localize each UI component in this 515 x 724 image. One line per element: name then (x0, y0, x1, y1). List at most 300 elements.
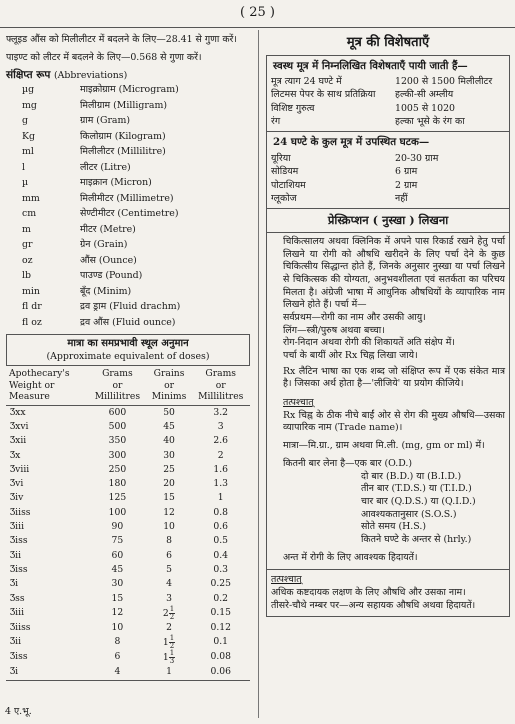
rx-item-3: रोग-निदान अथवा रोगी की शिकायतें अति संक्षेप में। (283, 337, 455, 349)
dose-value: Ʒiss (10, 535, 28, 547)
dose-cell (147, 520, 192, 534)
after-box-2 (266, 570, 510, 617)
freq-qds: चार बार (Q.D.S.) या (Q.I.D.) (361, 495, 476, 507)
property-key: पोटाशियम (271, 179, 306, 191)
dose-value: Ʒxii (10, 435, 27, 447)
dose-row (6, 520, 250, 534)
dose-header-line: or (164, 379, 175, 391)
abbr-meaning: पाउण्ड (Pound) (80, 270, 143, 282)
abbr-heading-en: (Abbreviations) (54, 70, 128, 82)
dose-value: 10 (163, 521, 175, 533)
dose-cell (6, 563, 88, 577)
dose-header-line: Grams (102, 368, 133, 380)
dose-value: 0.25 (210, 578, 231, 590)
abbr-symbol: cm (22, 208, 37, 220)
dose-value: 0.06 (210, 666, 231, 678)
dose-cell (147, 420, 192, 434)
dose-row (6, 434, 250, 448)
urine-subtitle: स्वस्थ मूत्र में निम्नलिखित विशेषताएँ पायी जाती हैं— (273, 59, 468, 72)
dose-value: 15 (163, 492, 175, 504)
abbr-meaning: मिलीलीटर (Millilitre) (80, 146, 166, 158)
property-value: नहीं (395, 193, 408, 205)
dose-value: 0.5 (213, 535, 229, 547)
abbreviation-row (22, 300, 180, 316)
dose-value: 0.1 (213, 636, 229, 648)
dose-cell (88, 606, 147, 621)
dose-header-line: Weight or (9, 379, 55, 391)
end-instructions: अन्त में रोगी के लिए आवश्यक हिदायतें। (283, 551, 418, 563)
dose-value: 2.6 (213, 435, 229, 447)
dose-value: 25 (163, 463, 175, 475)
top-rule (0, 27, 515, 28)
conversion-note-ounce: फ्लूइड औंस को मिलीलीटर में बदलने के लिए—28.41 से गुणा करें। (6, 34, 237, 45)
dose-cell (6, 665, 88, 680)
abbr-symbol: l (22, 161, 25, 173)
prescription-section (266, 209, 510, 570)
abbr-meaning: किलोग्राम (Kilogram) (80, 130, 166, 142)
property-row (271, 152, 505, 166)
abbreviation-row (22, 176, 180, 192)
dose-header-line: Millilitres (94, 391, 141, 403)
dose-value: 350 (108, 435, 127, 447)
dose-value: 1.6 (213, 463, 229, 475)
dose-value: Ʒss (10, 592, 25, 604)
fraction-numerator: 1 (169, 634, 175, 643)
dose-cell (88, 434, 147, 448)
abbreviation-row (22, 238, 180, 254)
dose-value: Ʒi (10, 578, 19, 590)
dose-value: 2 (162, 607, 169, 619)
urine-props-table (271, 75, 505, 129)
dose-row (6, 420, 250, 434)
dose-value: Ʒxvi (10, 420, 29, 432)
urine-title: मूत्र की विशेषताएँ (346, 35, 430, 50)
dose-value: 8 (166, 535, 172, 547)
dose-line: मात्रा—मि.ग्रा., ग्राम अथवा मि.ली. (mg, gm or ml) में। (283, 440, 485, 452)
fraction (169, 606, 175, 621)
abbreviation-row (22, 114, 180, 130)
freq-sos: आवश्यकतानुसार (S.O.S.) (361, 508, 457, 520)
dose-cell (88, 534, 147, 548)
dose-cell (88, 577, 147, 591)
abbr-symbol: µg (22, 84, 35, 96)
property-key: विशिष्ट गुरुत्व (271, 102, 315, 114)
abbreviation-row (22, 316, 180, 332)
dose-cell (191, 549, 250, 563)
freq-bd: दो बार (B.D.) या (B.I.D.) (361, 470, 462, 482)
abbr-symbol: fl dr (22, 301, 42, 313)
dose-cell (147, 592, 192, 606)
dose-col-grams (88, 366, 147, 406)
dose-row (6, 606, 250, 621)
dose-cell (88, 635, 147, 650)
dose-cell (147, 635, 192, 650)
dose-value: 600 (108, 406, 127, 418)
dose-value: Ʒiss (10, 651, 28, 663)
property-value: 1005 से 1020 (395, 102, 456, 114)
rx-item-4: पर्चा के बायीं ओर Rx चिह्न लिखा जाये। (283, 350, 418, 362)
dose-header-line: Grams (205, 368, 237, 380)
abbr-meaning: द्रव औंस (Fluid ounce) (80, 316, 176, 328)
dose-value: 0.6 (213, 521, 229, 533)
dose-cell (147, 477, 192, 491)
abbreviation-row (22, 285, 180, 301)
dose-value: 5 (166, 563, 172, 575)
dose-value: 50 (163, 406, 175, 418)
abbr-heading-hi: संक्षिप्त रूप (6, 69, 51, 82)
dose-cell (88, 420, 147, 434)
dose-cell (88, 621, 147, 635)
dose-cell (88, 665, 147, 680)
dose-value: 0.15 (210, 607, 231, 619)
dose-value: 0.4 (213, 549, 229, 561)
dose-cell (147, 650, 192, 665)
abbr-symbol: gr (22, 239, 33, 251)
dose-value: 30 (163, 449, 175, 461)
dose-value: 1 (217, 492, 224, 504)
fraction (169, 635, 175, 650)
dose-value: 6 (114, 651, 121, 663)
dose-cell (147, 606, 192, 621)
dose-row (6, 463, 250, 477)
abbreviation-row (22, 145, 180, 161)
abbr-meaning: बूँद (Minim) (80, 285, 132, 297)
abbr-heading (6, 68, 250, 83)
dose-cell (6, 506, 88, 520)
dose-header-line: or (112, 379, 123, 391)
property-key: यूरिया (271, 152, 291, 164)
dose-cell (88, 506, 147, 520)
after-line-2: तीसरे-चौथे नम्बर पर—अन्य सहायक औषधि अथवा हिदायतें। (271, 599, 476, 611)
dose-col-grains (147, 366, 192, 406)
footer-signature: 4 ए.भू. (5, 706, 32, 717)
dose-value: 20 (163, 478, 175, 490)
dose-row (6, 577, 250, 591)
dose-value: 15 (111, 592, 124, 604)
property-value: 20-30 ग्राम (395, 152, 439, 164)
dose-cell (88, 405, 147, 420)
dose-cell (191, 463, 250, 477)
dose-cell (191, 434, 250, 448)
abbr-meaning: मीटर (Metre) (80, 223, 136, 235)
dose-value: 0.2 (213, 592, 229, 604)
dose-cell (191, 621, 250, 635)
abbr-meaning: मिलीमीटर (Millimetre) (80, 192, 174, 204)
property-row (271, 116, 505, 130)
abbr-symbol: mg (22, 99, 37, 111)
dose-value: Ʒiiss (10, 506, 31, 518)
dose-cell (6, 577, 88, 591)
after-heading-2: तत्पश्चात् (271, 574, 302, 586)
abbr-meaning: लीटर (Litre) (80, 161, 131, 173)
dose-cell (88, 463, 147, 477)
abbr-meaning: मिलीग्राम (Milligram) (80, 99, 167, 111)
dose-value: 125 (108, 492, 127, 504)
dose-value: 1 (166, 666, 172, 678)
dose-value: 0.8 (213, 506, 229, 518)
dose-value: 60 (111, 549, 124, 561)
dose-cell (6, 434, 88, 448)
abbr-symbol: ml (22, 146, 34, 158)
dose-row (6, 621, 250, 635)
dose-cell (191, 563, 250, 577)
rx-item-1: सर्वप्रथम—रोगी का नाम और उसकी आयु। (283, 311, 426, 323)
prescription-title: प्रेस्क्रिप्शन ( नुस्खा ) लिखना (267, 209, 509, 233)
dose-cell (6, 549, 88, 563)
dose-value: 12 (163, 506, 175, 518)
dose-cell (6, 420, 88, 434)
dose-cell (6, 534, 88, 548)
dose-value: 1 (162, 637, 169, 649)
dose-value: 250 (108, 463, 127, 475)
dose-value: 4 (114, 666, 121, 678)
property-value: 2 ग्राम (395, 179, 418, 191)
dose-col-grams-2 (191, 366, 250, 406)
after-heading-1: तत्पश्चात् (283, 397, 314, 409)
dose-value: 8 (114, 636, 121, 648)
dose-value: 4 (166, 578, 172, 590)
dose-cell (88, 520, 147, 534)
dose-cell (191, 577, 250, 591)
abbreviation-row (22, 99, 180, 115)
dose-cell (6, 606, 88, 621)
abbr-symbol: min (22, 285, 40, 297)
dose-value: Ʒxx (10, 406, 26, 418)
dose-value: 45 (111, 563, 124, 575)
abbr-meaning: ग्रेन (Grain) (80, 239, 128, 251)
dose-table-subtitle: (Approximate equivalent of doses) (46, 350, 210, 362)
dose-row (6, 534, 250, 548)
dose-header-line: Apothecary's (9, 368, 70, 380)
property-key: लिटमस पेपर के साथ प्रतिक्रिया (271, 89, 376, 101)
freq-tds: तीन बार (T.D.S.) या (T.I.D.) (361, 483, 472, 495)
dose-cell (191, 606, 250, 621)
dose-cell (88, 592, 147, 606)
dose-value: 45 (163, 420, 175, 432)
abbreviation-row (22, 83, 180, 99)
abbr-symbol: m (22, 223, 31, 235)
dose-header-line: Grains (153, 368, 185, 380)
right-column (266, 34, 510, 617)
property-value: 6 ग्राम (395, 166, 418, 178)
abbreviation-row (22, 207, 180, 223)
dose-value: Ʒii (10, 636, 22, 648)
dose-value: 0.12 (210, 621, 231, 633)
abbr-symbol: oz (22, 254, 33, 266)
dose-cell (191, 449, 250, 463)
after-line-1: अधिक कष्टदायक लक्षण के लिए औषधि और उसका नाम। (271, 587, 466, 599)
property-key: सोडियम (271, 166, 299, 178)
dose-value: 2 (217, 449, 224, 461)
frequency-title: कितनी बार लेना है—एक बार (O.D.) (283, 457, 413, 469)
dose-cell (6, 449, 88, 463)
dose-row (6, 449, 250, 463)
dose-value: 90 (111, 521, 124, 533)
dose-value: Ʒiii (10, 521, 25, 533)
dose-value: Ʒiii (10, 607, 25, 619)
rx-note: Rx लैटिन भाषा का एक शब्द जो संक्षिप्त रूप में एक संकेत मात्र है। जिसका अर्थ होता है—'लीजिये' या प्रयोग कीजिये। (283, 365, 505, 390)
fraction-denominator: 2 (169, 612, 175, 621)
dose-header-line: or (215, 379, 226, 391)
dose-cell (6, 650, 88, 665)
dose-value: 1.3 (213, 478, 229, 490)
prescription-paragraph: चिकित्सालय अथवा क्लिनिक में अपने पास रिकार्ड रखने हेतु पर्चा लिखने या रोगी को औषधि खरीदने के लिए पर्चा देने के कुछ चिकित्सीय सिद्धान्त होते हैं, जिनके अनुसार नुस्खा या पर्चा लिखने से चिकित्सक की योग्यता, अनुभवशीलता एवं सतर्कता का परिचय मिलता है। अंग्रेजी भाषा में आधुनिक औषधियों के व्यापारिक नाम लिखने होते हैं। पर्चा में— (283, 235, 505, 311)
dose-row (6, 635, 250, 650)
dose-cell (147, 405, 192, 420)
abbr-meaning: औंस (Ounce) (80, 254, 137, 266)
dose-cell (147, 621, 192, 635)
dose-header-line: Minims (151, 391, 187, 403)
dose-header-line: Millilitres (198, 391, 244, 403)
abbr-symbol: µ (22, 177, 29, 189)
dose-row (6, 492, 250, 506)
abbr-meaning: सेण्टीमीटर (Centimetre) (80, 208, 179, 220)
dose-cell (6, 477, 88, 491)
dose-cell (6, 635, 88, 650)
dose-value: 100 (108, 506, 127, 518)
fraction-denominator: 3 (169, 657, 175, 666)
left-column (6, 34, 250, 681)
property-key: ग्लूकोज (271, 193, 297, 205)
dose-cell (191, 520, 250, 534)
dose-cell (191, 477, 250, 491)
dose-header-line: Measure (9, 391, 50, 403)
abbr-symbol: Kg (22, 130, 36, 142)
dose-cell (191, 665, 250, 680)
fraction-denominator: 2 (169, 642, 175, 651)
dose-value: 1 (162, 652, 169, 664)
page-number: ( 25 ) (240, 5, 275, 20)
dose-row (6, 592, 250, 606)
dose-cell (88, 492, 147, 506)
dose-value: 40 (163, 435, 175, 447)
dose-cell (88, 549, 147, 563)
dose-value: 180 (108, 478, 127, 490)
dose-value: Ʒi (10, 666, 19, 678)
abbreviation-row (22, 192, 180, 208)
dose-cell (6, 520, 88, 534)
abbreviation-row (22, 130, 180, 146)
dose-value: Ʒvi (10, 478, 24, 490)
conversion-note-pint: पाइण्ट को लीटर में बदलने के लिए—0.568 से गुणा करें। (6, 51, 202, 63)
column-divider (258, 30, 259, 718)
dose-row (6, 650, 250, 665)
dose-cell (147, 577, 192, 591)
dose-table-header (6, 334, 250, 365)
dose-value: Ʒx (10, 449, 21, 461)
dose-cell (147, 506, 192, 520)
dose-row (6, 477, 250, 491)
dose-row (6, 549, 250, 563)
dose-cell (147, 492, 192, 506)
abbr-symbol: fl oz (22, 316, 42, 328)
dose-table-title: मात्रा का समप्रभावी स्थूल अनुमान (67, 338, 189, 350)
dose-cell (191, 492, 250, 506)
dose-value: Ʒii (10, 549, 22, 561)
property-row (271, 102, 505, 116)
dose-value: Ʒiss (10, 563, 28, 575)
dose-value: 3 (217, 420, 224, 432)
abbr-meaning: माइक्रान (Micron) (80, 177, 152, 189)
fraction-numerator: 1 (169, 604, 175, 613)
dose-cell (191, 420, 250, 434)
abbr-meaning: माइक्रोग्राम (Microgram) (80, 84, 179, 96)
dose-value: Ʒviii (10, 463, 30, 475)
dose-cell (88, 650, 147, 665)
dose-value: 12 (111, 607, 124, 619)
dose-value: 6 (166, 549, 172, 561)
property-row (271, 75, 505, 89)
property-value: हल्की-सी अम्लीय (395, 89, 454, 101)
freq-hrly: कितने घण्टे के अन्तर से (hrly.) (361, 533, 472, 545)
solids-box (266, 132, 510, 209)
fraction (169, 650, 175, 665)
dose-row (6, 405, 250, 420)
dose-value: 75 (111, 535, 124, 547)
dose-cell (88, 477, 147, 491)
dose-value: 10 (111, 621, 124, 633)
dose-value: 3.2 (213, 406, 229, 418)
dose-cell (191, 635, 250, 650)
dose-value: 30 (111, 578, 124, 590)
fraction-numerator: 1 (169, 649, 175, 658)
abbreviation-row (22, 161, 180, 177)
dose-cell (147, 534, 192, 548)
dose-cell (191, 650, 250, 665)
solids-table (271, 152, 505, 206)
property-row (271, 193, 505, 207)
dose-cell (191, 592, 250, 606)
dose-cell (147, 463, 192, 477)
dose-cell (6, 463, 88, 477)
abbr-symbol: mm (22, 192, 40, 204)
dose-cell (88, 449, 147, 463)
dose-value: 500 (108, 420, 127, 432)
freq-hs: सोते समय (H.S.) (361, 521, 426, 533)
dose-cell (191, 506, 250, 520)
dose-cell (147, 449, 192, 463)
dose-value: Ʒiiss (10, 621, 31, 633)
dose-row (6, 506, 250, 520)
dose-value: Ʒiv (10, 492, 24, 504)
after-text-1: Rx चिह्न के ठीक नीचे बाईं ओर से रोग की मुख्य औषधि—उसका व्यापारिक नाम (Trade name)। (283, 409, 505, 434)
abbr-symbol: g (22, 115, 29, 127)
dose-cell (191, 534, 250, 548)
solids-title: 24 घण्टे के कुल मूत्र में उपस्थित घटक— (273, 136, 430, 149)
property-value: हल्का भूसे के रंग का (395, 116, 465, 128)
abbr-symbol: lb (22, 270, 31, 282)
dose-col-apothecary (6, 366, 88, 406)
dose-cell (147, 665, 192, 680)
property-key: मूत्र त्याग 24 घण्टे में (271, 75, 342, 87)
abbr-meaning: द्रव ड्राम (Fluid drachm) (80, 301, 181, 313)
abbreviation-row (22, 254, 180, 270)
dose-cell (6, 621, 88, 635)
dose-cell (6, 405, 88, 420)
dose-row (6, 665, 250, 680)
dose-value: 0.08 (210, 651, 231, 663)
dose-cell (6, 592, 88, 606)
abbreviation-row (22, 269, 180, 285)
urine-box (266, 55, 510, 133)
dose-value: 3 (166, 592, 172, 604)
dose-value: 0.3 (213, 563, 229, 575)
dose-cell (88, 563, 147, 577)
dose-table (6, 365, 250, 680)
property-key: रंग (271, 116, 281, 128)
dose-value: 300 (108, 449, 127, 461)
abbreviation-table (22, 83, 180, 331)
